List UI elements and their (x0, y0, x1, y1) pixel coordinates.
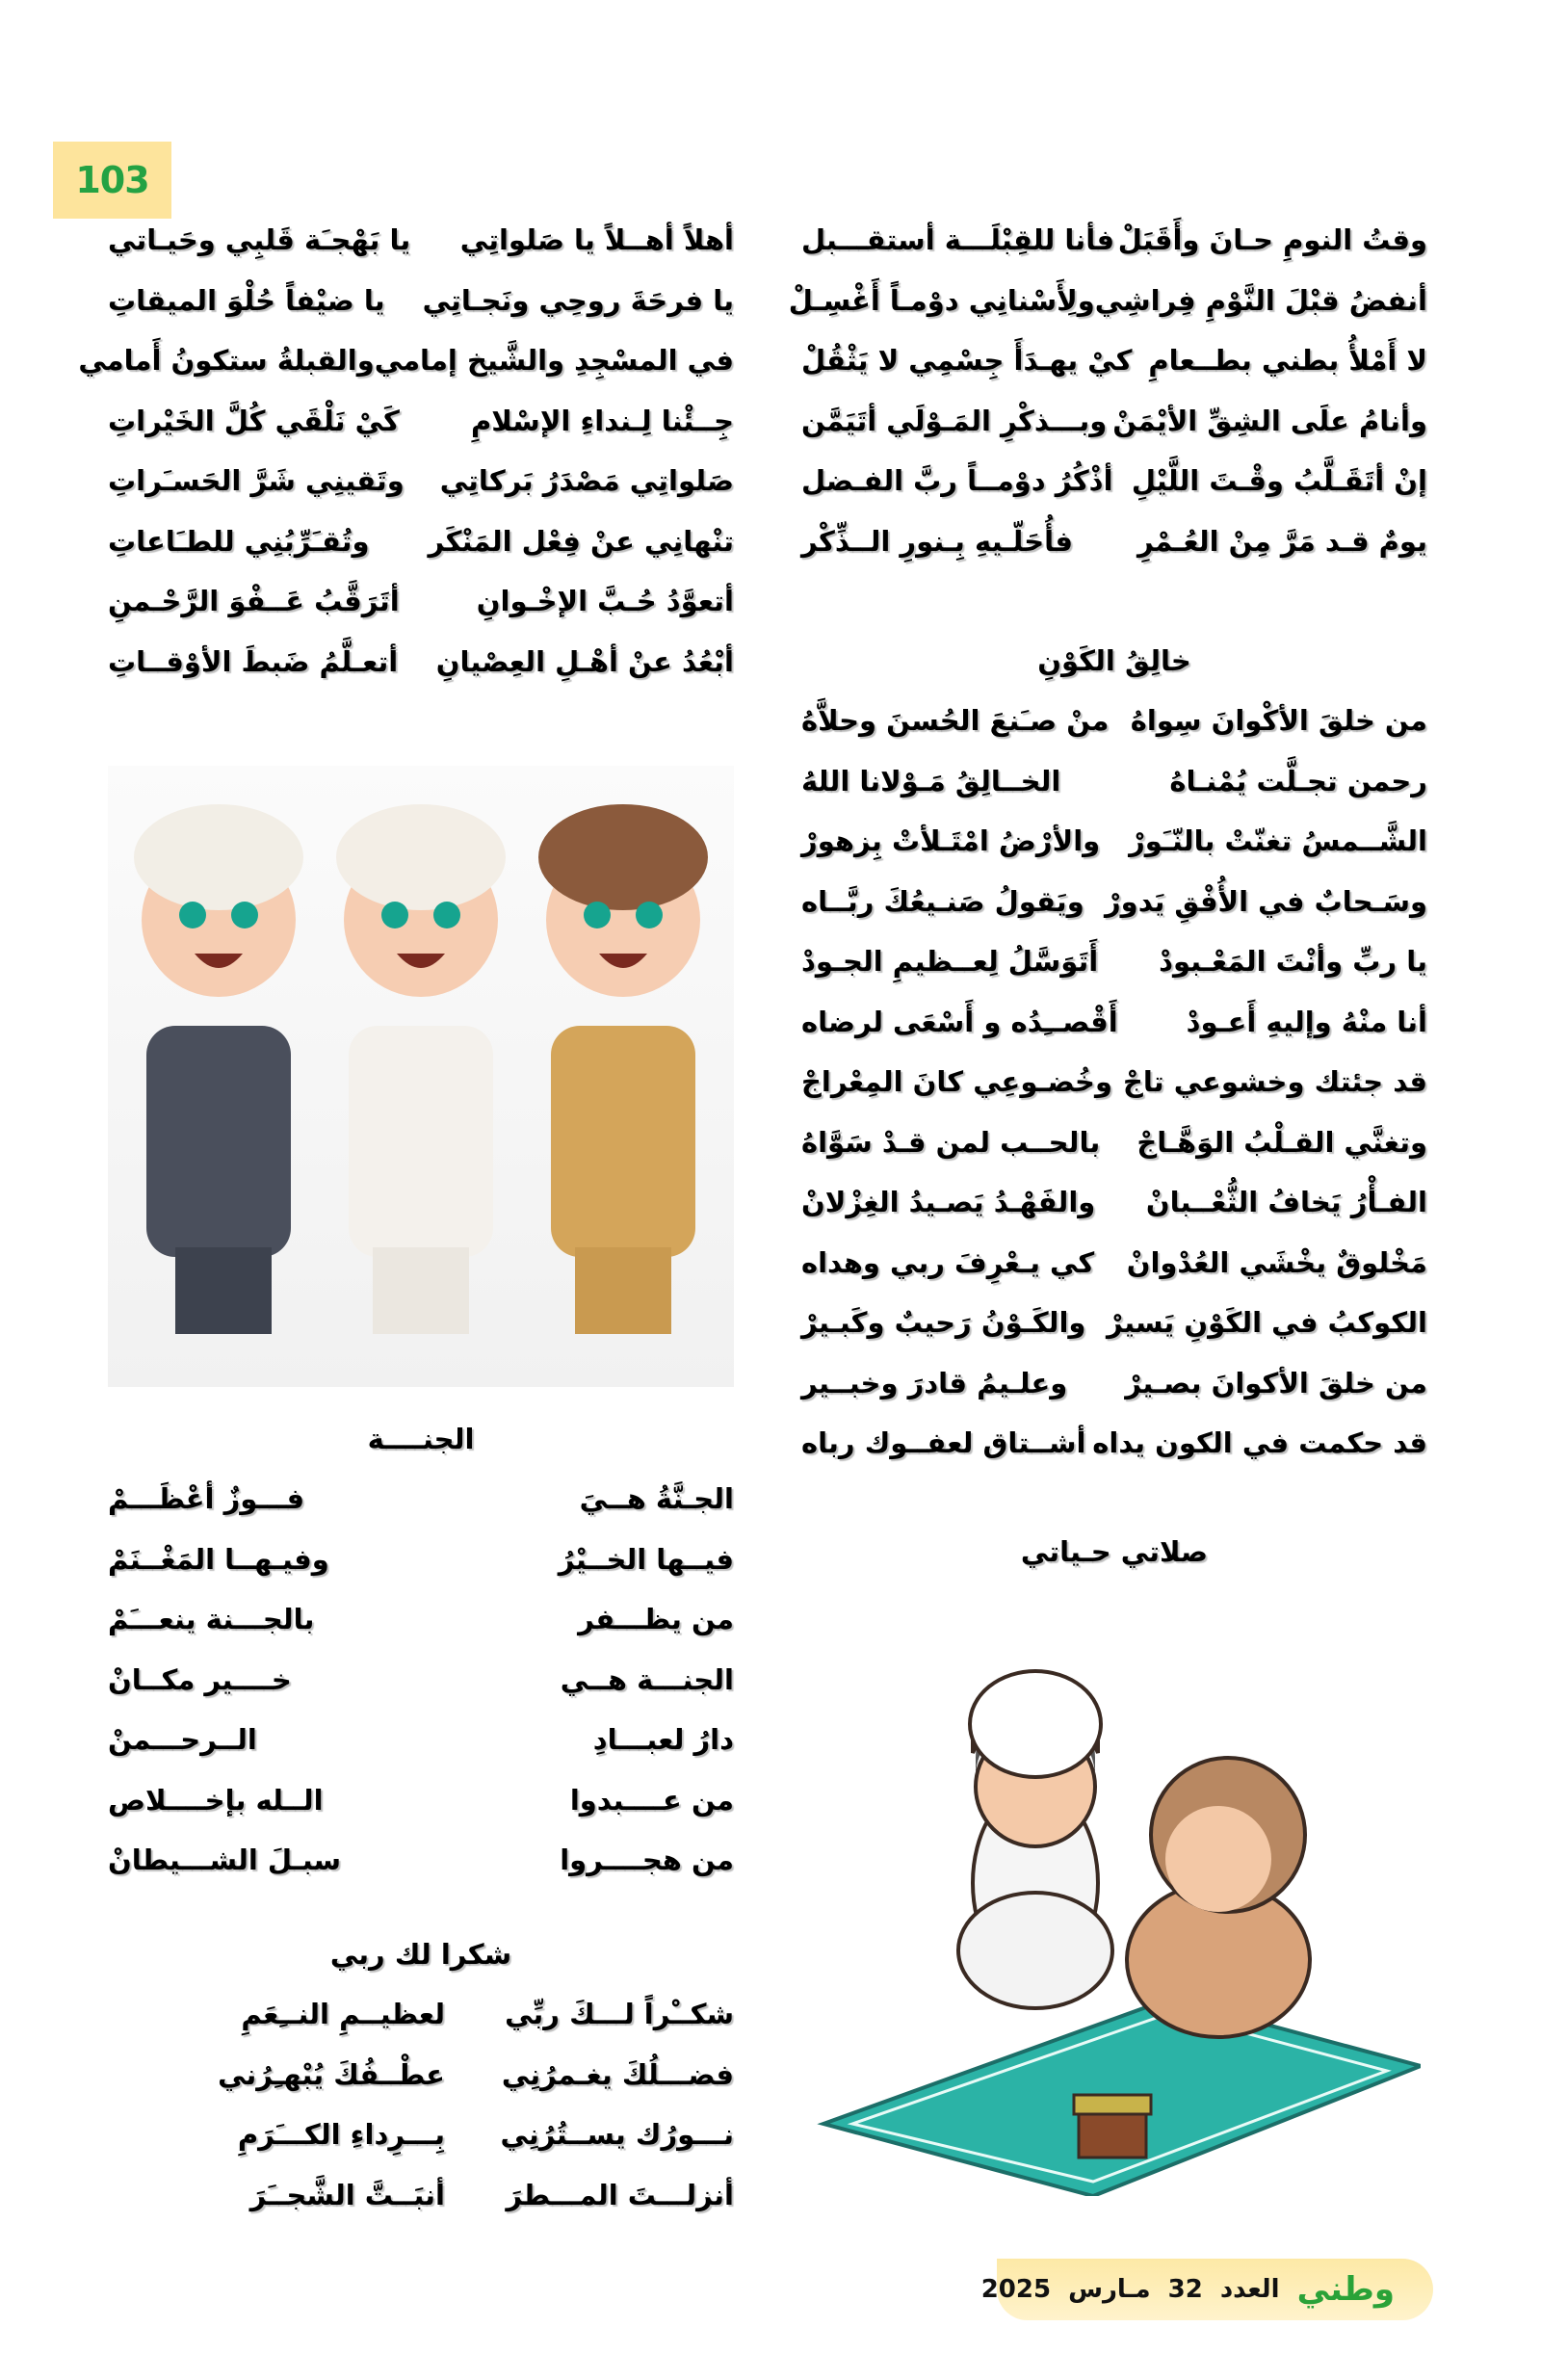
issue-year: 2025 (980, 2275, 1052, 2304)
verse-line (801, 451, 1427, 511)
poem-title: صلاتي حـياتي (1020, 1535, 1209, 1568)
first-hemistich: فضـــلُكَ يغـمرُنِي (501, 2057, 734, 2091)
second-hemistich: فأنا للقِبْلَـــة أستقـــبل (801, 223, 1115, 257)
verse-line (108, 451, 734, 511)
verse-line (801, 1172, 1427, 1233)
first-hemistich: أنفضُ قبْلَ النَّوْمِ فِراشِي (1094, 283, 1427, 317)
second-hemistich: منْ صـَنعَ الحُسنَ وحلاَّهُ (801, 704, 1110, 738)
first-hemistich: أهلاً أهــلاً يا صَلواتِي (459, 223, 734, 257)
second-hemistich: أنبَــتَّ الشَّجــَرَ (249, 2178, 445, 2211)
verse-line (108, 632, 734, 693)
second-hemistich: ولِأَسْنانِي دوْمـاً أَغْسِـلْ (788, 283, 1095, 317)
second-hemistich: بالجـــنة ينعـــَمْ (108, 1603, 315, 1636)
first-hemistich: من هجــــروا (560, 1844, 734, 1877)
verse-line (108, 210, 734, 271)
first-hemistich: شكــْراً لـــكَ ربِّي (505, 1998, 734, 2031)
verse-line (801, 511, 1427, 572)
second-hemistich: أشــتاق لعفــوك رباه (801, 1426, 1086, 1460)
verse-line (801, 1413, 1427, 1474)
verse-line (108, 1984, 734, 2045)
verse-line (108, 1530, 734, 1590)
second-hemistich: كي يـعْرِفَ ربي وهداه (801, 1245, 1095, 1279)
verse-line (108, 2105, 734, 2165)
verse-line (108, 1710, 734, 1770)
second-hemistich: أتعـلَّمُ ضَبطَ الأوْقــاتِ (108, 644, 399, 678)
first-hemistich: فيــها الخــيْرُ (558, 1542, 734, 1576)
poem-creator-of-universe (801, 631, 1427, 1474)
first-hemistich: وسَـحابٌ في الأُفْقِ يَدورْ (1104, 884, 1427, 918)
first-hemistich: وأنامُ علَى الشِقِّ الأيْمَنْ (1112, 404, 1427, 437)
second-hemistich: أتَرَقَّبُ عَــفْوَ الرَّحْـمنِ (108, 585, 400, 618)
first-hemistich: الجـنَّةُ هــيَ (579, 1482, 734, 1516)
second-hemistich: وخُضـوعِي كانَ المِعْراجْ (801, 1065, 1112, 1099)
second-hemistich: أذْكُرُ دوْمــاً ربَّ الفـضل (801, 464, 1113, 498)
first-hemistich: قد حكمت في الكون يداه (1092, 1426, 1427, 1460)
first-hemistich: الكوكبُ في الكَوْنِ يَسيرْ (1107, 1306, 1427, 1340)
second-hemistich: فـــوزٌ أعْظَـــمْ (108, 1482, 305, 1516)
praying-children-illustration (804, 1642, 1421, 2196)
verse-line (108, 1650, 734, 1711)
magazine-brand: وطني (1296, 2270, 1395, 2309)
verse-line (108, 511, 734, 572)
first-hemistich: من خلقَ الأكوانَ بصـيرْ (1125, 1366, 1427, 1399)
second-hemistich: كيْ يهـدَأَ جِسْمِي لا يَثْقُلْ (801, 344, 1133, 378)
poem-thank-you-lord (108, 1924, 734, 2225)
second-hemistich: يا ضيْفاً حُلْوَ الميقاتِ (108, 283, 385, 317)
second-hemistich: وتُقـَرِّبُنِي للطـَاعاتِ (108, 524, 370, 558)
second-hemistich: والأرْضُ امْتَـلأتْ بِزهورْ (801, 824, 1101, 858)
first-hemistich: نـــورُك يســتُرُنِي (500, 2118, 734, 2152)
first-hemistich: الشَّــمسُ تغنّتْ بالنّـَورْ (1129, 824, 1427, 858)
first-hemistich: الفـأْرُ يَخافُ الثُّعْــبانْ (1145, 1186, 1427, 1219)
verse-line (801, 811, 1427, 872)
second-hemistich: كَيْ نَلْقَي كُلَّ الخَيْراتِ (108, 404, 400, 437)
verse-line (108, 1469, 734, 1530)
first-hemistich: دارُ لعبـــادِ (592, 1723, 734, 1757)
second-hemistich: وفيـهــا المَغْــنَمْ (108, 1542, 329, 1576)
first-hemistich: وقتُ النومِ حـانَ وأَقَبَلْ (1117, 223, 1427, 257)
second-hemistich: وتَقينِي شَرَّ الحَسـَراتِ (108, 464, 405, 498)
verse-line (108, 1770, 734, 1831)
second-hemistich: لعظيــمِ النــِعَمِ (241, 1998, 445, 2031)
second-hemistich: بالحــب لمن قـدْ سَوَّاهُ (801, 1125, 1101, 1159)
first-hemistich: يا ربِّ وأنْتَ المَعْـبودْ (1159, 945, 1427, 979)
first-hemistich: يا فرحَةَ روحِي ونَجـاتِي (422, 283, 734, 317)
first-hemistich: صَلواتِي مَصْدَرُ بَركاتِي (439, 464, 734, 498)
verse-line (108, 1589, 734, 1650)
second-hemistich: الــله بإخــــلاص (108, 1783, 324, 1817)
issue-number: 32 (1167, 2275, 1203, 2304)
first-hemistich: في المسْجِدِ والشَّيخ إمامي (374, 344, 734, 378)
first-hemistich: جِــئْنا لِـنداءِ الإسْلامِ (471, 404, 734, 437)
page-number: 103 (75, 159, 149, 201)
first-hemistich: الجنـــة هــي (560, 1662, 734, 1696)
verse-line (801, 872, 1427, 932)
verse-line (108, 2045, 734, 2105)
first-hemistich: مَخْلوقٌ يخْشَي العُدْوانْ (1126, 1245, 1427, 1279)
first-hemistich: أنا منْهُ وإليهِ أَعـودْ (1186, 1005, 1427, 1038)
second-hemistich: يا بَهْجـَة قَلبِي وحَيـاتي (108, 223, 411, 257)
second-hemistich: سبـلَ الشـــيطانْ (108, 1844, 342, 1877)
second-hemistich: بِـــرِداءِ الكـــَرَمِ (237, 2118, 445, 2152)
second-hemistich: خــــير مكــانْ (108, 1662, 292, 1696)
poem-my-prayer-my-life (801, 1522, 1427, 1582)
verse-line (801, 931, 1427, 992)
second-hemistich: وعلـيمُ قادرَ وخبــير (801, 1366, 1068, 1399)
verse-line (801, 992, 1427, 1053)
verse-line (108, 1830, 734, 1891)
second-hemistich: أَتَوَسَّلُ لِعــظيمِ الجـودْ (801, 945, 1099, 979)
first-hemistich: لا أَمْلأُ بطني بطــعامِ (1148, 344, 1427, 378)
poem-bedtime (788, 210, 1427, 571)
second-hemistich: فأُحَلّـيهِ بِـنورِ الــذِّكْر (801, 524, 1073, 558)
second-hemistich: وبـــذكْرِ المَـوْلَي أتَيَمَّن (801, 404, 1108, 437)
first-hemistich: أبْعُدُ عنْ أهْـلِ العِصْيانِ (435, 644, 734, 678)
first-hemistich: وتغنَّي القـلْبُ الوَهَّـاجْ (1136, 1125, 1427, 1159)
three-boys-illustration (108, 766, 734, 1387)
first-hemistich: إنْ أتَقَـلَّبُ وقْـتَ اللَّيْلِ (1131, 464, 1427, 498)
poem-paradise (108, 1409, 734, 1891)
verse-line (801, 330, 1427, 391)
verse-line (108, 2165, 734, 2226)
verse-line (801, 391, 1427, 452)
poem-my-prayers (78, 210, 734, 692)
first-hemistich: من عــــبدوا (569, 1783, 734, 1817)
verse-line (801, 210, 1427, 271)
second-hemistich: ويَقولُ صَنـيعُكَ ربَّــاه (801, 884, 1084, 918)
verse-line (801, 1293, 1427, 1353)
first-hemistich: رحمن تجـلَّت يُمْنـاهُ (1169, 764, 1427, 798)
verse-line (801, 1353, 1427, 1414)
verse-line (801, 1112, 1427, 1173)
second-hemistich: الــرحـــمنْ (108, 1723, 257, 1757)
second-hemistich: أَقْصــِدُه و أَسْعَى لرضاه (801, 1005, 1118, 1038)
page-number-badge (53, 142, 171, 219)
first-hemistich: تنْهانِي عنْ فِعْل المَنْكَر (428, 524, 734, 558)
first-hemistich: من يظـــفر (578, 1603, 734, 1636)
first-hemistich: قد جئتك وخشوعي تاجْ (1122, 1065, 1427, 1099)
verse-line (108, 571, 734, 632)
second-hemistich: والقبلةُ ستكونُ أَمامي (78, 344, 375, 378)
issue-month: مـارس (1068, 2275, 1151, 2304)
verse-line (801, 691, 1427, 751)
second-hemistich: عطْــفُكَ يُبْهـِرُني (218, 2057, 445, 2091)
issue-label: العدد (1219, 2275, 1280, 2304)
verse-line (108, 271, 734, 331)
poem-title: شكرا لك ربي (329, 1938, 512, 1971)
verse-line (78, 330, 734, 391)
second-hemistich: والفَهْـدُ يَصـيدُ الغِزْلانْ (801, 1186, 1096, 1219)
first-hemistich: أنزلـــتَ المـــطرَ (506, 2178, 734, 2211)
verse-line (801, 751, 1427, 812)
first-hemistich: أتعوَّدُ حُـبَّ الإخْـوانِ (476, 585, 734, 618)
verse-line (788, 271, 1427, 331)
verse-line (801, 1052, 1427, 1112)
magazine-footer (980, 2259, 1433, 2320)
second-hemistich: الخــالِقُ مَـوْلانا اللهُ (801, 764, 1061, 798)
poem-title: الجنــــة (367, 1423, 475, 1455)
poem-title: خالِقُ الكَوْنِ (1037, 644, 1191, 677)
verse-line (108, 391, 734, 452)
first-hemistich: يومٌ قـد مَرَّ مِنْ العُـمْرِ (1136, 524, 1427, 558)
verse-line (801, 1233, 1427, 1294)
second-hemistich: والكَـوْنُ رَحيبٌ وكَبـيرْ (801, 1306, 1086, 1340)
first-hemistich: من خلقَ الأكْوانَ سِواهُ (1130, 704, 1427, 738)
